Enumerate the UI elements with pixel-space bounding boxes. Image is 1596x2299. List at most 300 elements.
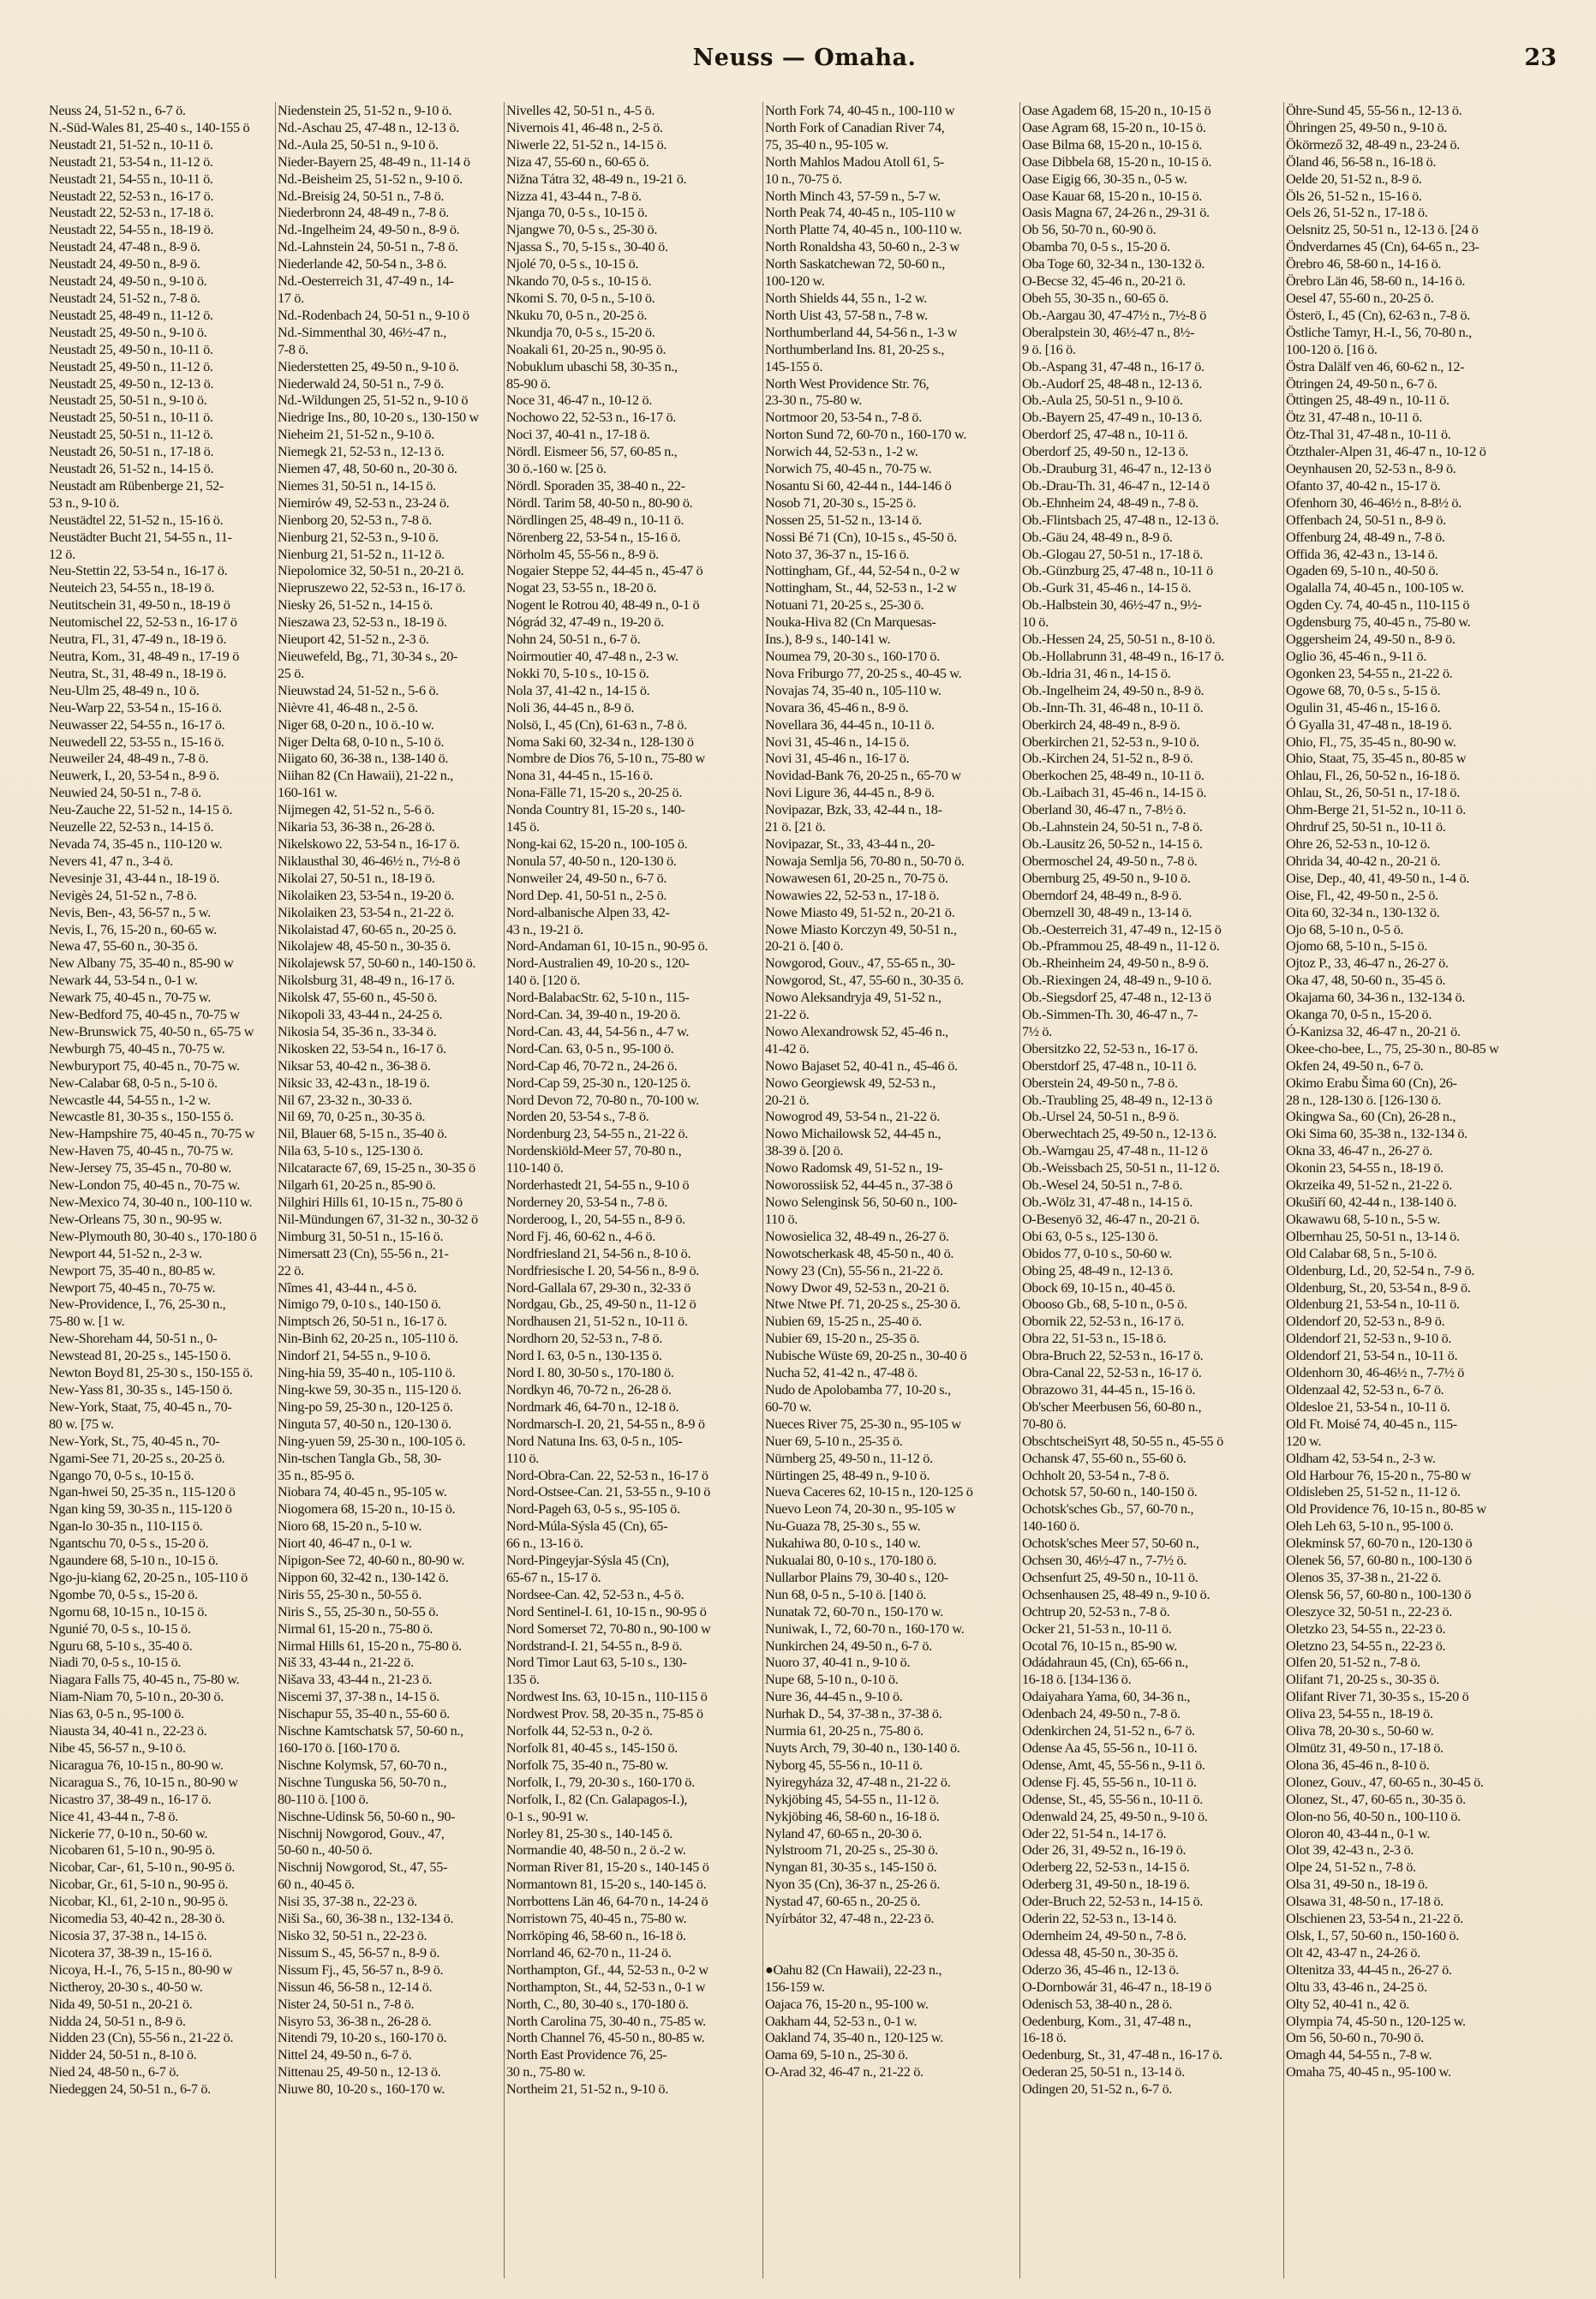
index-entry: Nokki 70, 5-10 s., 10-15 ö. xyxy=(506,664,649,681)
index-entry: Njolé 70, 0-5 s., 10-15 ö. xyxy=(506,255,639,272)
index-entry: N.-Süd-Wales 81, 25-40 s., 140-155 ö xyxy=(49,118,250,135)
index-entry: Nienborg 20, 52-53 n., 7-8 ö. xyxy=(278,511,432,528)
index-entry: Nordmark 46, 64-70 n., 12-18 ö. xyxy=(506,1398,679,1415)
index-entry: Niederstetten 25, 49-50 n., 9-10 ö. xyxy=(278,357,459,374)
index-entry: Nuevo Leon 74, 20-30 n., 95-105 w xyxy=(765,1500,956,1518)
index-entry: Oasis Magna 67, 24-26 n., 29-31 ö. xyxy=(1022,204,1210,221)
index-entry: 145 ö. xyxy=(506,818,540,835)
index-entry: Ob.-Wölz 31, 47-48 n., 14-15 ö. xyxy=(1022,1194,1193,1210)
index-entry: 75, 35-40 n., 95-105 w. xyxy=(765,135,888,153)
index-entry: Neustadt 22, 54-55 n., 18-19 ö. xyxy=(49,221,214,238)
index-entry: Ochsen 30, 46½-47 n., 7-7½ ö. xyxy=(1022,1552,1187,1569)
index-entry: Nickerie 77, 0-10 n., 50-60 w. xyxy=(49,1824,208,1841)
index-entry: Okajama 60, 34-36 n., 132-134 ö. xyxy=(1286,989,1466,1006)
index-entry: Nucha 52, 41-42 n., 47-48 ö. xyxy=(765,1364,918,1381)
index-entry: Novajas 74, 35-40 n., 105-110 w. xyxy=(765,681,941,698)
index-entry: Niwerle 22, 51-52 n., 14-15 ö. xyxy=(506,135,667,153)
index-entry: Northeim 21, 51-52 n., 9-10 ö. xyxy=(506,2080,668,2098)
index-entry: Neustadt 25, 50-51 n., 9-10 ö. xyxy=(49,392,207,409)
index-entry: Nišava 33, 43-44 n., 21-23 ö. xyxy=(278,1671,433,1688)
index-entry: Nippon 60, 32-42 n., 130-142 ö. xyxy=(278,1568,449,1585)
index-entry: Niris 55, 25-30 n., 50-55 ö. xyxy=(278,1585,421,1602)
index-entry: New-York, Staat, 75, 40-45 n., 70- xyxy=(49,1398,232,1415)
index-entry: 30 ö.-160 w. [25 ö. xyxy=(506,460,607,477)
index-entry: 35 n., 85-95 ö. xyxy=(278,1466,355,1483)
index-entry: Ochotsk'sches Gb., 57, 60-70 n., xyxy=(1022,1500,1194,1518)
index-entry: Ochsenfurt 25, 49-50 n., 10-11 ö. xyxy=(1022,1568,1198,1585)
index-entry: Nord-BalabacStr. 62, 5-10 n., 115- xyxy=(506,989,690,1006)
index-entry: Nirmal Hills 61, 15-20 n., 75-80 ö. xyxy=(278,1637,462,1654)
index-entry: Nieszawa 23, 52-53 n., 18-19 ö. xyxy=(278,614,447,631)
index-entry: Neu-Zauche 22, 51-52 n., 14-15 ö. xyxy=(49,801,233,818)
index-entry: Nörholm 45, 55-56 n., 8-9 ö. xyxy=(506,545,659,562)
index-entry: Nordenskiöld-Meer 57, 70-80 n., xyxy=(506,1142,682,1159)
index-entry: Ötringen 24, 49-50 n., 6-7 ö. xyxy=(1286,374,1438,392)
index-entry: Nil 67, 23-32 n., 30-33 ö. xyxy=(278,1091,412,1108)
index-entry: Oldendorf 20, 52-53 n., 8-9 ö. xyxy=(1286,1313,1445,1330)
index-entry: Ohlau, Fl., 26, 50-52 n., 16-18 ö. xyxy=(1286,767,1460,784)
index-entry: Oase Dibbela 68, 15-20 n., 10-15 ö. xyxy=(1022,153,1212,170)
index-entry: Nimptsch 26, 50-51 n., 16-17 ö. xyxy=(278,1313,447,1330)
index-entry: Norton Sund 72, 60-70 n., 160-170 w. xyxy=(765,426,967,443)
index-entry: New-Mexico 74, 30-40 n., 100-110 w. xyxy=(49,1194,253,1210)
index-entry: Nottingham, Gf., 44, 52-54 n., 0-2 w xyxy=(765,562,960,579)
index-entry: Nordwest Prov. 58, 20-35 n., 75-85 ö xyxy=(506,1705,703,1722)
index-entry: Nonweiler 24, 49-50 n., 6-7 ö. xyxy=(506,869,667,886)
index-column-2 xyxy=(276,102,505,2278)
index-entry: Oletzno 23, 54-55 n., 22-23 ö. xyxy=(1286,1637,1446,1654)
index-entry: Neustadt 21, 54-55 n., 10-11 ö. xyxy=(49,170,213,187)
index-entry: Nowaja Semlja 56, 70-80 n., 50-70 ö. xyxy=(765,852,965,869)
index-entry: Östra Dalälf ven 46, 60-62 n., 12- xyxy=(1286,357,1465,374)
index-entry: North Minch 43, 57-59 n., 5-7 w. xyxy=(765,187,941,204)
index-entry: Nd.-Breisig 24, 50-51 n., 7-8 ö. xyxy=(278,187,445,204)
index-entry: Neustadt 25, 49-50 n., 10-11 ö. xyxy=(49,340,213,357)
index-entry: Ntwe Ntwe Pf. 71, 20-25 s., 25-30 ö. xyxy=(765,1296,960,1313)
index-entry: Nevers 41, 47 n., 3-4 ö. xyxy=(49,852,173,869)
index-entry: Ob.-Glogau 27, 50-51 n., 17-18 ö. xyxy=(1022,545,1203,562)
index-entry: New-Jersey 75, 35-45 n., 70-80 w. xyxy=(49,1159,232,1176)
index-entry: Novara 36, 45-46 n., 8-9 ö. xyxy=(765,698,909,715)
index-entry: Nottingham, St., 44, 52-53 n., 1-2 w xyxy=(765,579,957,596)
index-entry: Nord Somerset 72, 70-80 n., 90-100 w xyxy=(506,1619,711,1637)
index-entry: Nord-Obra-Can. 22, 52-53 n., 16-17 ö xyxy=(506,1466,708,1483)
index-entry: Ogden Cy. 74, 40-45 n., 110-115 ö xyxy=(1286,596,1470,614)
index-entry: Nyborg 45, 55-56 n., 10-11 ö. xyxy=(765,1756,923,1773)
index-entry: Ob.-Hollabrunn 31, 48-49 n., 16-17 ö. xyxy=(1022,648,1224,664)
index-entry: Nueces River 75, 25-30 n., 95-105 w xyxy=(765,1415,961,1432)
index-entry: Oliva 23, 54-55 n., 18-19 ö. xyxy=(1286,1705,1433,1722)
index-entry: Olmütz 31, 49-50 n., 17-18 ö. xyxy=(1286,1739,1444,1756)
index-entry: Nilghiri Hills 61, 10-15 n., 75-80 ö xyxy=(278,1194,463,1210)
index-entry: Ins.), 8-9 s., 140-141 w. xyxy=(765,631,891,648)
index-entry: Nord-Can. 34, 39-40 n., 19-20 ö. xyxy=(506,1006,681,1023)
index-entry: Ob.-Audorf 25, 48-48 n., 12-13 ö. xyxy=(1022,374,1203,392)
index-entry: ObschtscheiSyrt 48, 50-55 n., 45-55 ö xyxy=(1022,1432,1223,1449)
index-entry: Nienburg 21, 52-53 n., 9-10 ö. xyxy=(278,528,439,545)
index-entry: North Fork of Canadian River 74, xyxy=(765,118,945,135)
index-entry: Nil 69, 70, 0-25 n., 30-35 ö. xyxy=(278,1108,426,1125)
index-entry: New-Plymouth 80, 30-40 s., 170-180 ö xyxy=(49,1227,257,1244)
index-entry: Niklausthal 30, 46-46½ n., 7½-8 ö xyxy=(278,852,460,869)
index-entry: Ó Gyalla 31, 47-48 n., 18-19 ö. xyxy=(1286,715,1452,733)
index-entry: Nicobar, Car-, 61, 5-10 n., 90-95 ö. xyxy=(49,1859,236,1876)
index-entry: Nissum Fj., 45, 56-57 n., 8-9 ö. xyxy=(278,1961,444,1978)
index-entry: Nupe 68, 5-10 n., 0-10 ö. xyxy=(765,1671,899,1688)
index-entry: Newton Boyd 81, 25-30 s., 150-155 ö. xyxy=(49,1364,253,1381)
index-entry: Ob.-Bayern 25, 47-49 n., 10-13 ö. xyxy=(1022,409,1203,426)
index-entry: Öttingen 25, 48-49 n., 10-11 ö. xyxy=(1286,392,1450,409)
index-entry: Odádahraun 45, (Cn), 65-66 n., xyxy=(1022,1654,1188,1671)
index-entry: Nubische Wüste 69, 20-25 n., 30-40 ö xyxy=(765,1347,967,1364)
index-entry: Nirmal 61, 15-20 n., 75-80 ö. xyxy=(278,1619,433,1637)
index-entry: Niam-Niam 70, 5-10 n., 20-30 ö. xyxy=(49,1688,224,1705)
index-entry: Neustadt 24, 47-48 n., 8-9 ö. xyxy=(49,238,200,255)
index-entry: Olty 52, 40-41 n., 42 ö. xyxy=(1286,1995,1410,2012)
index-entry: Nkuku 70, 0-5 n., 20-25 ö. xyxy=(506,306,648,323)
index-entry: Nowogrod 49, 53-54 n., 21-22 ö. xyxy=(765,1108,940,1125)
index-entry: Nukahiwa 80, 0-10 s., 140 w. xyxy=(765,1535,921,1552)
index-entry: Nias 63, 0-5 n., 95-100 ö. xyxy=(49,1705,184,1722)
index-entry: Nógrád 32, 47-49 n., 19-20 ö. xyxy=(506,614,664,631)
index-entry: Noto 37, 36-37 n., 15-16 ö. xyxy=(765,545,910,562)
index-entry: Ob.-Simmen-Th. 30, 46-47 n., 7- xyxy=(1022,1006,1198,1023)
index-entry: Norwich 44, 52-53 n., 1-2 w. xyxy=(765,443,918,460)
index-entry: 70-80 ö. xyxy=(1022,1415,1067,1432)
index-entry: Öndverdarnes 45 (Cn), 64-65 n., 23- xyxy=(1286,238,1479,255)
index-entry: Nicobaren 61, 5-10 n., 90-95 ö. xyxy=(49,1841,215,1859)
index-entry: Ngantschu 70, 0-5 s., 15-20 ö. xyxy=(49,1535,209,1552)
index-entry: Oletzko 23, 54-55 n., 22-23 ö. xyxy=(1286,1619,1446,1637)
index-entry: 85-90 ö. xyxy=(506,374,551,392)
index-entry: Nogent le Rotrou 40, 48-49 n., 0-1 ö xyxy=(506,596,700,614)
index-entry: Niši Sa., 60, 36-38 n., 132-134 ö. xyxy=(278,1910,454,1927)
index-entry: Nosob 71, 20-30 s., 15-25 ö. xyxy=(765,494,917,511)
index-entry: Okušiří 60, 42-44 n., 138-140 ö. xyxy=(1286,1194,1457,1210)
index-entry: New-Calabar 68, 0-5 n., 5-10 ö. xyxy=(49,1074,218,1091)
index-entry: North West Providence Str. 76, xyxy=(765,374,930,392)
index-entry: Neutra, Fl., 31, 47-49 n., 18-19 ö. xyxy=(49,631,227,648)
index-entry: Ob.-Traubling 25, 48-49 n., 12-13 ö xyxy=(1022,1091,1212,1108)
index-entry: Novi 31, 45-46 n., 16-17 ö. xyxy=(765,750,910,767)
index-entry: Norderhastedt 21, 54-55 n., 9-10 ö xyxy=(506,1176,690,1194)
index-entry: Oesel 47, 55-60 n., 20-25 ö. xyxy=(1286,289,1434,306)
index-entry: Nikolajewsk 57, 50-60 n., 140-150 ö. xyxy=(278,955,476,972)
index-entry: Ob.-Riexingen 24, 48-49 n., 9-10 ö. xyxy=(1022,972,1212,989)
index-entry: Nischne Kolymsk, 57, 60-70 n., xyxy=(278,1756,447,1773)
index-entry: Ob.-Drau-Th. 31, 46-47 n., 12-14 ö xyxy=(1022,476,1210,494)
index-entry: Ob.-Ehnheim 24, 48-49 n., 7-8 ö. xyxy=(1022,494,1198,511)
index-entry: Nueva Caceres 62, 10-15 n., 120-125 ö xyxy=(765,1483,973,1500)
index-entry: Öland 46, 56-58 n., 16-18 ö. xyxy=(1286,153,1437,170)
index-entry: Oldisleben 25, 51-52 n., 11-12 ö. xyxy=(1286,1483,1461,1500)
index-entry: New-Brunswick 75, 40-50 n., 65-75 w xyxy=(49,1022,254,1039)
index-entry: Nischne Tunguska 56, 50-70 n., xyxy=(278,1773,447,1790)
index-entry: Noce 31, 46-47 n., 10-12 ö. xyxy=(506,392,653,409)
index-entry: Neutra, St., 31, 48-49 n., 18-19 ö. xyxy=(49,664,227,681)
index-entry: Nona 31, 44-45 n., 15-16 ö. xyxy=(506,767,653,784)
index-entry: Oggersheim 24, 49-50 n., 8-9 ö. xyxy=(1286,631,1456,648)
index-entry: Nowo Alexandrowsk 52, 45-46 n., xyxy=(765,1022,948,1039)
index-entry: Nyon 35 (Cn), 36-37 n., 25-26 ö. xyxy=(765,1876,941,1893)
index-entry: Nurmia 61, 20-25 n., 75-80 ö. xyxy=(765,1722,924,1739)
index-entry: Nord-Pageh 63, 0-5 s., 95-105 ö. xyxy=(506,1500,680,1518)
index-entry: Niksar 53, 40-42 n., 36-38 ö. xyxy=(278,1057,431,1074)
index-entry: Norden 20, 53-54 s., 7-8 ö. xyxy=(506,1108,649,1125)
index-entry: Nguru 68, 5-10 s., 35-40 ö. xyxy=(49,1637,193,1654)
index-entry: Olbernhau 25, 50-51 n., 13-14 ö. xyxy=(1286,1227,1460,1244)
index-entry: Obernzell 30, 48-49 n., 13-14 ö. xyxy=(1022,903,1193,920)
index-entry: Nyírbátor 32, 47-48 n., 22-23 ö. xyxy=(765,1910,935,1927)
index-entry: Odaiyahara Yama, 60, 34-36 n., xyxy=(1022,1688,1191,1705)
index-entry: 20-21 ö. xyxy=(765,1091,810,1108)
index-column-4 xyxy=(763,102,1020,2278)
index-entry: Ökörmező 32, 48-49 n., 23-24 ö. xyxy=(1286,135,1461,153)
index-entry: New-London 75, 40-45 n., 70-75 w. xyxy=(49,1176,240,1194)
index-entry: Nullarbor Plains 79, 30-40 s., 120- xyxy=(765,1568,948,1585)
index-entry: Nordmarsch-I. 20, 21, 54-55 n., 8-9 ö xyxy=(506,1415,705,1432)
index-entry: Niuwe 80, 10-20 s., 160-170 w. xyxy=(278,2080,445,2098)
index-entry: Ob.-Ursel 24, 50-51 n., 8-9 ö. xyxy=(1022,1108,1180,1125)
index-entry: Oberkochen 25, 48-49 n., 10-11 ö. xyxy=(1022,767,1204,784)
index-entry: Newark 75, 40-45 n., 70-75 w. xyxy=(49,989,212,1006)
index-entry: Ob.-Kirchen 24, 51-52 n., 8-9 ö. xyxy=(1022,750,1193,767)
index-entry: Okna 33, 46-47 n., 26-27 ö. xyxy=(1286,1142,1432,1159)
index-entry: Nicaragua 76, 10-15 n., 80-90 w. xyxy=(49,1756,224,1773)
index-entry: Nicoya, H.-I., 76, 5-15 n., 80-90 w xyxy=(49,1961,233,1978)
index-entry: Nord-Cap 46, 70-72 n., 24-26 ö. xyxy=(506,1057,678,1074)
index-entry: Ngami-See 71, 20-25 s., 20-25 ö. xyxy=(49,1449,225,1466)
index-entry: 140-160 ö. xyxy=(1022,1518,1080,1535)
index-entry: Nord-Andaman 61, 10-15 n., 90-95 ö. xyxy=(506,937,708,955)
index-entry: 21 ö. [21 ö. xyxy=(765,818,826,835)
index-entry: Niedeggen 24, 50-51 n., 6-7 ö. xyxy=(49,2080,211,2098)
index-entry: Oelsnitz 25, 50-51 n., 12-13 ö. [24 ö xyxy=(1286,221,1479,238)
index-entry: Notuani 71, 20-25 s., 25-30 ö. xyxy=(765,596,924,614)
index-entry: Nicobar, Gr., 61, 5-10 n., 90-95 ö. xyxy=(49,1876,229,1893)
index-entry: Oberdorf 25, 49-50 n., 12-13 ö. xyxy=(1022,443,1188,460)
index-entry: Obidos 77, 0-10 s., 50-60 w. xyxy=(1022,1244,1173,1261)
index-entry: 10 n., 70-75 ö. xyxy=(765,170,842,187)
index-entry: Newburgh 75, 40-45 n., 70-75 w. xyxy=(49,1039,225,1057)
index-entry: Oltu 33, 43-46 n., 24-25 ö. xyxy=(1286,1978,1427,1995)
index-entry: 50-60 n., 40-50 ö. xyxy=(278,1841,373,1859)
index-entry: Oise, Dep., 40, 41, 49-50 n., 1-4 ö. xyxy=(1286,869,1469,886)
index-entry: Nowo Aleksandryja 49, 51-52 n., xyxy=(765,989,941,1006)
index-entry: 12 ö. xyxy=(49,545,75,562)
index-entry: Nosantu Si 60, 42-44 n., 144-146 ö xyxy=(765,476,952,494)
index-entry: Nisko 32, 50-51 n., 22-23 ö. xyxy=(278,1926,427,1943)
index-entry: 41-42 ö. xyxy=(765,1039,810,1057)
index-entry: 80-110 ö. [100 ö. xyxy=(278,1790,369,1807)
index-entry: Newburyport 75, 40-45 n., 70-75 w. xyxy=(49,1057,240,1074)
index-entry: Norrland 46, 62-70 n., 11-24 ö. xyxy=(506,1943,672,1961)
index-entry: Neuwerk, I., 20, 53-54 n., 8-9 ö. xyxy=(49,767,219,784)
index-entry: Omaha 75, 40-45 n., 95-100 w. xyxy=(1286,2063,1451,2080)
index-entry: Newstead 81, 20-25 s., 145-150 ö. xyxy=(49,1347,231,1364)
index-entry: Norderoog, I., 20, 54-55 n., 8-9 ö. xyxy=(506,1210,685,1227)
index-entry: Obamba 70, 0-5 s., 15-20 ö. xyxy=(1022,238,1170,255)
index-entry: Nona-Fälle 71, 15-20 s., 20-25 ö. xyxy=(506,784,683,801)
index-entry: Nunatak 72, 60-70 n., 150-170 w. xyxy=(765,1602,943,1619)
index-entry: Oderzo 36, 45-46 n., 12-13 ö. xyxy=(1022,1961,1179,1978)
index-entry: Ogdensburg 75, 40-45 n., 75-80 w. xyxy=(1286,614,1471,631)
index-entry: Obersitzko 22, 52-53 n., 16-17 ö. xyxy=(1022,1039,1198,1057)
index-entry: New-Bedford 75, 40-45 n., 70-75 w xyxy=(49,1006,240,1023)
index-entry: Nister 24, 50-51 n., 7-8 ö. xyxy=(278,1995,415,2012)
index-entry: Nord-Pingeyjar-Sýsla 45 (Cn), xyxy=(506,1552,669,1569)
index-entry: Nyngan 81, 30-35 s., 145-150 ö. xyxy=(765,1859,937,1876)
index-entry: Nochowo 22, 52-53 n., 16-17 ö. xyxy=(506,409,676,426)
index-column-5 xyxy=(1020,102,1284,2278)
index-entry: Nowy Dwor 49, 52-53 n., 20-21 ö. xyxy=(765,1278,949,1296)
index-entry: Neustadt 24, 49-50 n., 8-9 ö. xyxy=(49,255,200,272)
index-entry: Ngaundere 68, 5-10 n., 10-15 ö. xyxy=(49,1552,218,1569)
index-entry: Oka 47, 48, 50-60 n., 35-45 ö. xyxy=(1286,972,1446,989)
index-entry: North Mahlos Madou Atoll 61, 5- xyxy=(765,153,944,170)
index-entry: Norman River 81, 15-20 s., 140-145 ö xyxy=(506,1859,709,1876)
index-columns xyxy=(47,102,1566,2278)
index-entry: Nicaragua S., 76, 10-15 n., 80-90 w xyxy=(49,1773,238,1790)
index-entry: Nevada 74, 35-45 n., 110-120 w. xyxy=(49,835,223,852)
index-entry: 53 n., 9-10 ö. xyxy=(49,494,119,511)
index-entry: Nogaier Steppe 52, 44-45 n., 45-47 ö xyxy=(506,562,703,579)
index-entry: Nidda 24, 50-51 n., 8-9 ö. xyxy=(49,2012,186,2029)
index-entry: Oldenburg, St., 20, 53-54 n., 8-9 ö. xyxy=(1286,1278,1471,1296)
index-entry: Ohre 26, 52-53 n., 10-12 ö. xyxy=(1286,835,1431,852)
index-entry: Öls 26, 51-52 n., 15-16 ö. xyxy=(1286,187,1422,204)
index-column-6 xyxy=(1284,102,1566,2278)
index-entry: Nice 41, 43-44 n., 7-8 ö. xyxy=(49,1807,178,1824)
index-entry: Oltenitza 33, 44-45 n., 26-27 ö. xyxy=(1286,1961,1452,1978)
index-entry: Ngunié 70, 0-5 s., 10-15 ö. xyxy=(49,1619,191,1637)
index-entry: Obernburg 25, 49-50 n., 9-10 ö. xyxy=(1022,869,1191,886)
index-entry: Nižna Tátra 32, 48-49 n., 19-21 ö. xyxy=(506,170,687,187)
index-entry: Olsawa 31, 48-50 n., 17-18 ö. xyxy=(1286,1893,1444,1910)
index-entry: Nubien 69, 15-25 n., 25-40 ö. xyxy=(765,1313,922,1330)
index-entry: Ob.-Ingelheim 24, 49-50 n., 8-9 ö. xyxy=(1022,681,1204,698)
index-entry: Neustadt 25, 49-50 n., 12-13 ö. xyxy=(49,374,214,392)
index-entry: Obra-Bruch 22, 52-53 n., 16-17 ö. xyxy=(1022,1347,1204,1364)
index-entry: Nun 68, 0-5 n., 5-10 ö. [140 ö. xyxy=(765,1585,927,1602)
index-entry: New-Shoreham 44, 50-51 n., 0- xyxy=(49,1330,218,1347)
index-entry: Niort 40, 46-47 n., 0-1 w. xyxy=(278,1535,412,1552)
index-entry: Neustadt 21, 53-54 n., 11-12 ö. xyxy=(49,153,213,170)
index-entry: North Channel 76, 45-50 n., 80-85 w. xyxy=(506,2029,705,2046)
index-entry: Newport 44, 51-52 n., 2-3 w. xyxy=(49,1244,202,1261)
index-entry: Noworossiisk 52, 44-45 n., 37-38 ö xyxy=(765,1176,953,1194)
index-entry: Ocotal 76, 10-15 n., 85-90 w. xyxy=(1022,1637,1177,1654)
index-entry: Niger 68, 0-20 n., 10 ö.-10 w. xyxy=(278,715,434,733)
index-entry: Nil-Mündungen 67, 31-32 n., 30-32 ö xyxy=(278,1210,478,1227)
index-entry: Nicobar, Kl., 61, 2-10 n., 90-95 ö. xyxy=(49,1893,229,1910)
index-entry: Odense, St., 45, 55-56 n., 10-11 ö. xyxy=(1022,1790,1203,1807)
index-entry: Oberkirch 24, 48-49 n., 8-9 ö. xyxy=(1022,715,1181,733)
index-entry: Nimburg 31, 50-51 n., 15-16 ö. xyxy=(278,1227,444,1244)
index-entry: Normandie 40, 48-50 n., 2 ö.-2 w. xyxy=(506,1841,686,1859)
index-entry: Nudo de Apolobamba 77, 10-20 s., xyxy=(765,1380,951,1398)
index-entry: Oldendorf 21, 52-53 n., 9-10 ö. xyxy=(1286,1330,1452,1347)
index-entry: Newa 47, 55-60 n., 30-35 ö. xyxy=(49,937,198,955)
index-entry: North Platte 74, 40-45 n., 100-110 w. xyxy=(765,221,962,238)
index-entry: Neustadt 22, 52-53 n., 16-17 ö. xyxy=(49,187,214,204)
index-entry: Ob.-Idria 31, 46 n., 14-15 ö. xyxy=(1022,664,1171,681)
index-entry: Nowo Georgiewsk 49, 52-53 n., xyxy=(765,1074,935,1091)
index-entry: Oase Agadem 68, 15-20 n., 10-15 ö xyxy=(1022,102,1211,118)
index-entry: Old Ft. Moisé 74, 40-45 n., 115- xyxy=(1286,1415,1457,1432)
index-entry: Nikosken 22, 53-54 n., 16-17 ö. xyxy=(278,1039,446,1057)
index-entry: 10 ö. xyxy=(1022,614,1049,631)
index-entry: Ob.-Rheinheim 24, 49-50 n., 8-9 ö. xyxy=(1022,955,1209,972)
index-entry: Neuzelle 22, 52-53 n., 14-15 ö. xyxy=(49,818,214,835)
index-entry: Nossen 25, 51-52 n., 13-14 ö. xyxy=(765,511,922,528)
index-entry: Okimo Erabu Šima 60 (Cn), 26- xyxy=(1286,1074,1457,1091)
index-entry: Nombre de Dios 76, 5-10 n., 75-80 w xyxy=(506,750,705,767)
index-entry: Nevis, Ben-, 43, 56-57 n., 5 w. xyxy=(49,903,211,920)
index-entry: Newport 75, 35-40 n., 80-85 w. xyxy=(49,1261,216,1278)
index-entry: Nordwest Ins. 63, 10-15 n., 110-115 ö xyxy=(506,1688,708,1705)
index-entry: O-Besenyö 32, 46-47 n., 20-21 ö. xyxy=(1022,1210,1200,1227)
index-entry: Novi Ligure 36, 44-45 n., 8-9 ö. xyxy=(765,784,935,801)
index-entry: Ogulin 31, 45-46 n., 15-16 ö. xyxy=(1286,698,1441,715)
index-entry: New-Orleans 75, 30 n., 90-95 w. xyxy=(49,1210,222,1227)
index-entry: Neuwasser 22, 54-55 n., 16-17 ö. xyxy=(49,715,225,733)
index-entry: Noirmoutier 40, 47-48 n., 2-3 w. xyxy=(506,648,678,664)
index-entry: Njanga 70, 0-5 s., 10-15 ö. xyxy=(506,204,648,221)
index-entry: Nd.-Oesterreich 31, 47-49 n., 14- xyxy=(278,272,454,290)
index-entry: Nd.-Wildungen 25, 51-52 n., 9-10 ö xyxy=(278,392,469,409)
index-entry: Noma Saki 60, 32-34 n., 128-130 ö xyxy=(506,733,694,750)
index-entry: Nikolsburg 31, 48-49 n., 16-17 ö. xyxy=(278,972,455,989)
index-entry: Neutomischel 22, 52-53 n., 16-17 ö xyxy=(49,614,237,631)
index-entry: Neustadt 24, 49-50 n., 9-10 ö. xyxy=(49,272,207,290)
index-entry: Nowe Miasto Korczyn 49, 50-51 n., xyxy=(765,920,957,937)
index-entry: Ning-po 59, 25-30 n., 120-125 ö. xyxy=(278,1398,453,1415)
index-entry: Okonin 23, 54-55 n., 18-19 ö. xyxy=(1286,1159,1444,1176)
index-entry: Nossi Bé 71 (Cn), 10-15 s., 45-50 ö. xyxy=(765,528,957,545)
index-entry: North Shields 44, 55 n., 1-2 w. xyxy=(765,289,927,306)
index-entry: Obi 63, 0-5 s., 125-130 ö. xyxy=(1022,1227,1158,1244)
index-entry: Nikaria 53, 36-38 n., 26-28 ö. xyxy=(278,818,435,835)
index-entry: Ogowe 68, 70, 0-5 s., 5-15 ö. xyxy=(1286,681,1441,698)
index-entry xyxy=(765,1944,1016,1961)
index-entry: Odernheim 24, 49-50 n., 7-8 ö. xyxy=(1022,1926,1187,1943)
index-entry: Obeh 55, 30-35 n., 60-65 ö. xyxy=(1022,289,1169,306)
index-entry: Nittel 24, 49-50 n., 6-7 ö. xyxy=(278,2046,412,2063)
index-entry: Nikosia 54, 35-36 n., 33-34 ö. xyxy=(278,1022,437,1039)
index-entry: Nordsee-Can. 42, 52-53 n., 4-5 ö. xyxy=(506,1585,684,1602)
index-entry: Oels 26, 51-52 n., 17-18 ö. xyxy=(1286,204,1428,221)
index-entry: Nordhorn 20, 52-53 n., 7-8 ö. xyxy=(506,1330,663,1347)
index-entry: Olonez, St., 47, 60-65 n., 30-35 ö. xyxy=(1286,1790,1466,1807)
index-entry: Nova Friburgo 77, 20-25 s., 40-45 w. xyxy=(765,664,962,681)
index-entry: Nola 37, 41-42 n., 14-15 ö. xyxy=(506,681,650,698)
index-entry: 110 ö. xyxy=(765,1210,798,1227)
index-entry: Neu-Warp 22, 53-54 n., 15-16 ö. xyxy=(49,698,222,715)
index-entry: Ob.-Aula 25, 50-51 n., 9-10 ö. xyxy=(1022,392,1183,409)
index-entry: Old Harbour 76, 15-20 n., 75-80 w xyxy=(1286,1466,1471,1483)
index-entry: Niger Delta 68, 0-10 n., 5-10 ö. xyxy=(278,733,445,750)
index-entry: Nördlingen 25, 48-49 n., 10-11 ö. xyxy=(506,511,684,528)
index-entry: Olona 36, 45-46 n., 8-10 ö. xyxy=(1286,1756,1430,1773)
index-entry: Nowosielica 32, 48-49 n., 26-27 ö. xyxy=(765,1227,949,1244)
index-entry: Nord Fj. 46, 60-62 n., 4-6 ö. xyxy=(506,1227,655,1244)
index-entry: Nin-Binh 62, 20-25 n., 105-110 ö. xyxy=(278,1330,458,1347)
index-entry: Nordgau, Gb., 25, 49-50 n., 11-12 ö xyxy=(506,1296,696,1313)
index-entry: Ötz 31, 47-48 n., 10-11 ö. xyxy=(1286,409,1422,426)
index-entry: Noumea 79, 20-30 s., 160-170 ö. xyxy=(765,648,940,664)
index-entry: Neu-Stettin 22, 53-54 n., 16-17 ö. xyxy=(49,562,228,579)
